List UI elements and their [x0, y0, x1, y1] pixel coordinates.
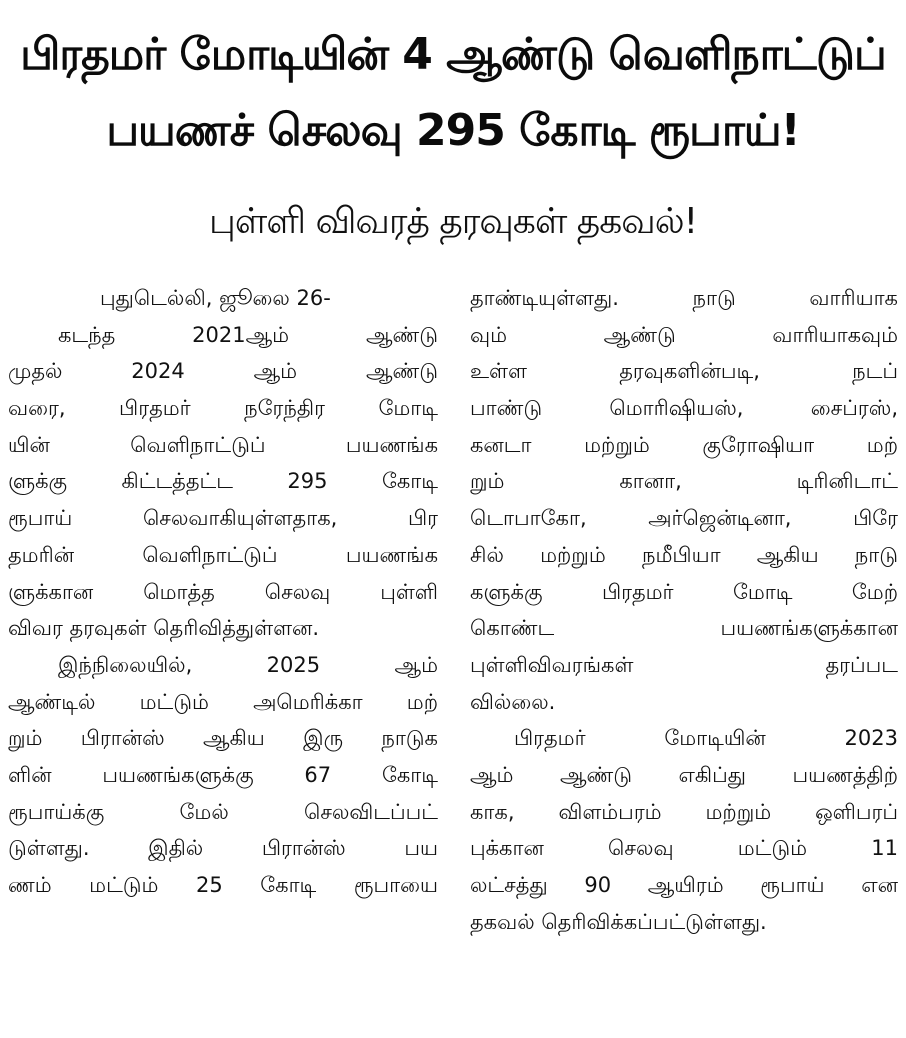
- body-line: புதுடெல்லி, ஜூலை 26-: [100, 286, 331, 310]
- body-line: ளுக்கான மொத்த செலவு புள்ளி: [8, 579, 438, 604]
- body-line: இந்நிலையில், 2025 ஆம்: [58, 652, 438, 677]
- body-line: டுள்ளது. இதில் பிரான்ஸ் பய: [8, 836, 438, 861]
- body-line: சில் மற்றும் நமீபியா ஆகிய நாடு: [470, 542, 898, 567]
- body-line: ஆண்டில் மட்டும் அமெரிக்கா மற்: [8, 689, 438, 714]
- body-line: ரூபாய் செலவாகியுள்ளதாக, பிர: [8, 506, 438, 531]
- body-line: ளின் பயணங்களுக்கு 67 கோடி: [8, 762, 438, 787]
- body-line: முதல் 2024 ஆம் ஆண்டு: [8, 359, 438, 384]
- body-line: ஆம் ஆண்டு எகிப்து பயணத்திற்: [470, 762, 898, 787]
- body-line: ணம் மட்டும் 25 கோடி ரூபாயை: [8, 873, 438, 897]
- body-line: றும் பிரான்ஸ் ஆகிய இரு நாடுக: [8, 726, 438, 751]
- body-line: வரை, பிரதமர் நரேந்திர மோடி: [8, 396, 438, 421]
- body-line: தாண்டியுள்ளது. நாடு வாரியாக: [470, 286, 898, 310]
- body-line: கொண்ட பயணங்களுக்கான: [470, 616, 898, 641]
- body-line: பாண்டு மொரிஷியஸ், சைப்ரஸ்,: [470, 396, 898, 421]
- body-line: வில்லை.: [470, 689, 556, 714]
- body-line: வும் ஆண்டு வாரியாகவும்: [470, 322, 898, 347]
- body-line: புக்கான செலவு மட்டும் 11: [470, 836, 898, 861]
- body-line: யின் வெளிநாட்டுப் பயணங்க: [8, 432, 438, 457]
- body-line: லட்சத்து 90 ஆயிரம் ரூபாய் என: [470, 873, 898, 897]
- body-line: உள்ள தரவுகளின்படி, நடப்: [470, 359, 898, 384]
- body-line: கடந்த 2021ஆம் ஆண்டு: [58, 322, 438, 347]
- subheadline: புள்ளி விவரத் தரவுகள் தகவல்!: [208, 201, 698, 242]
- headline-line-2: பயணச் செலவு 295 கோடி ரூபாய்!: [106, 105, 800, 156]
- body-line: புள்ளிவிவரங்கள் தரப்பட: [470, 652, 898, 677]
- body-line: டொபாகோ, அர்ஜென்டினா, பிரே: [470, 506, 898, 531]
- body-line: றும் கானா, டிரினிடாட்: [470, 469, 898, 494]
- left-column: [8, 280, 438, 904]
- body-line: தகவல் தெரிவிக்கப்பட்டுள்ளது.: [470, 909, 767, 934]
- body-line: விவர தரவுகள் தெரிவித்துள்ளன.: [8, 616, 320, 641]
- right-column: [470, 280, 898, 940]
- body-line: காக, விளம்பரம் மற்றும் ஒளிபரப்: [470, 799, 898, 824]
- body-line: தமரின் வெளிநாட்டுப் பயணங்க: [8, 542, 438, 567]
- body-line: பிரதமர் மோடியின் 2023: [514, 726, 898, 751]
- body-line: ளுக்கு கிட்டத்தட்ட 295 கோடி: [8, 469, 438, 494]
- body-line: களுக்கு பிரதமர் மோடி மேற்: [470, 579, 898, 604]
- body-line: ரூபாய்க்கு மேல் செலவிடப்பட்: [8, 799, 438, 824]
- body-line: கனடா மற்றும் குரோஷியா மற்: [470, 432, 898, 457]
- headline-line-1: பிரதமர் மோடியின் 4 ஆண்டு வெளிநாட்டுப்: [20, 29, 886, 80]
